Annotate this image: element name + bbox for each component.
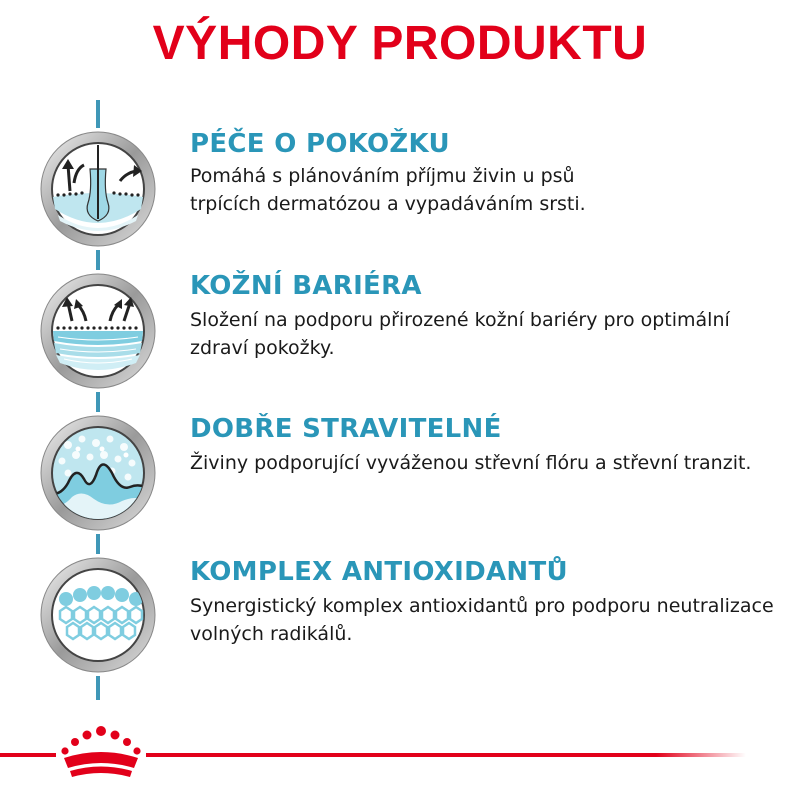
benefit-title-skin-care: PÉČE O POKOŽKU bbox=[190, 129, 450, 159]
antioxidant-cells-icon bbox=[38, 555, 158, 675]
benefit-text-digestible: Živiny podporující vyváženou střevní flóru a střevní tranzit. bbox=[190, 452, 752, 474]
benefit-text-skin-barrier: Složení na podporu přirozené kožní bariéry pro optimální zdraví pokožky. bbox=[190, 309, 730, 359]
skin-hair-follicle-icon bbox=[38, 129, 158, 249]
benefit-title-digestible: DOBŘE STRAVITELNÉ bbox=[190, 414, 502, 444]
benefit-title-skin-barrier: KOŽNÍ BARIÉRA bbox=[190, 271, 422, 301]
page-title: VÝHODY PRODUKTU bbox=[152, 17, 648, 70]
benefit-text-antioxidants: Synergistický komplex antioxidantů pro podporu neutralizace volných radikálů. bbox=[190, 595, 774, 645]
intestinal-villi-icon bbox=[38, 413, 158, 533]
benefit-title-antioxidants: KOMPLEX ANTIOXIDANTŮ bbox=[190, 557, 568, 587]
royal-canin-crown-logo bbox=[54, 724, 148, 780]
skin-barrier-icon bbox=[38, 271, 158, 391]
benefit-text-skin-care: Pomáhá s plánováním příjmu živin u psů trpících dermatózou a vypadáváním srsti. bbox=[190, 165, 586, 215]
